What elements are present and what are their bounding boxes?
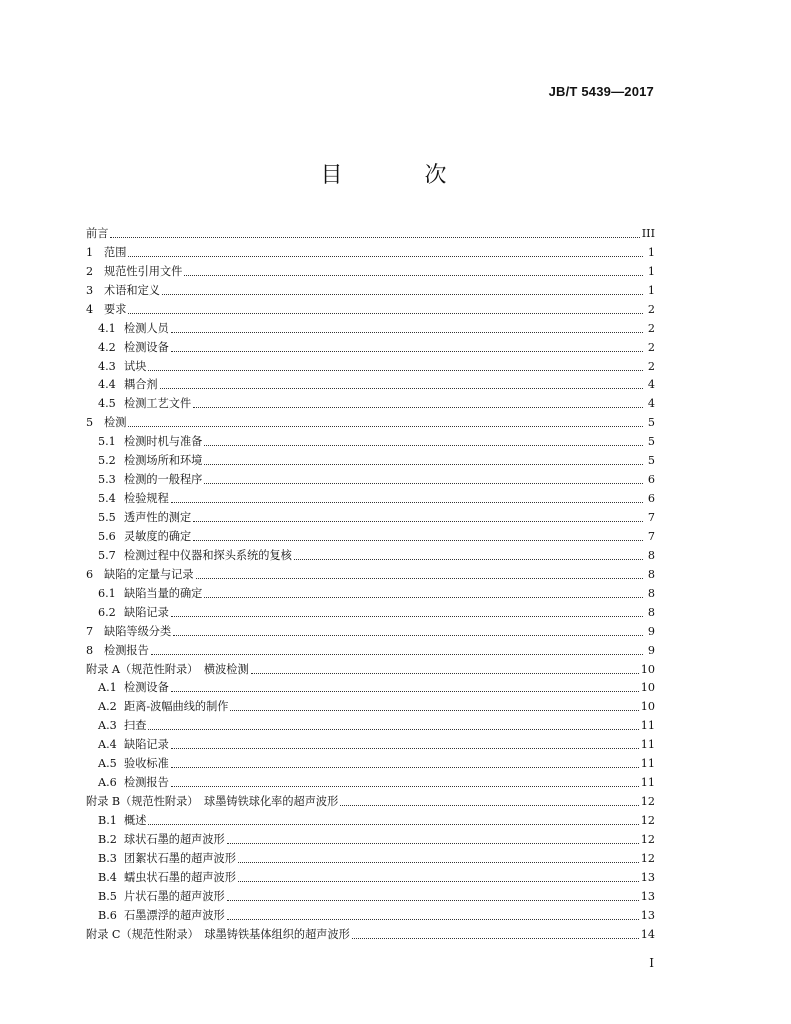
toc-entry-number: 8 [86, 643, 94, 657]
toc-entry-page: 8 [647, 586, 655, 600]
toc-entry-page: 13 [640, 889, 655, 903]
toc-entry-label: 检测 [104, 416, 127, 430]
toc-entry-label: 扫查 [124, 719, 147, 733]
toc-entry[interactable] [86, 336, 655, 355]
toc-entry-number: B.5 [98, 889, 117, 903]
toc-dot-leader [128, 312, 643, 314]
toc-entry-page: 12 [640, 814, 655, 827]
toc-entry-label: 检测的一般程序 [124, 473, 203, 487]
toc-dot-leader [294, 558, 643, 560]
toc-entry-number: 5.1 [98, 435, 116, 449]
toc-entry-label: 耦合剂 [124, 378, 158, 392]
toc-entry-page: 13 [640, 870, 655, 884]
toc-entry-label: 术语和定义 [104, 283, 160, 297]
toc-entry-label: 检测过程中仪器和探头系统的复核 [124, 548, 292, 562]
toc-entry-page: 12 [640, 851, 655, 865]
toc-dot-leader [204, 482, 643, 484]
toc-entry-label: 前言 [86, 226, 109, 240]
toc-dot-leader [171, 331, 643, 333]
toc-entry-label: 检测时机与准备 [124, 435, 203, 449]
toc-entry-number: 5.7 [98, 548, 116, 562]
toc-entry-label: 缺陷等级分类 [104, 624, 172, 638]
toc-entry-number: 5.2 [98, 454, 116, 468]
toc-entry-label: 检验规程 [124, 492, 169, 506]
toc-entry-label: 缺陷记录 [124, 738, 169, 752]
toc-entry-number: A.4 [98, 738, 117, 752]
toc-dot-leader [238, 861, 639, 863]
toc-entry[interactable] [86, 809, 655, 828]
toc-entry-number: 6.2 [98, 605, 116, 619]
toc-entry-page: 1 [647, 283, 655, 297]
page-number: I [649, 956, 654, 970]
toc-entry[interactable] [86, 639, 655, 658]
toc-entry-page: 5 [647, 435, 655, 449]
toc-entry[interactable] [86, 695, 655, 714]
toc-entry-number: B.6 [98, 908, 117, 922]
toc-entry-label: 透声性的测定 [124, 511, 192, 524]
toc-dot-leader [148, 369, 643, 371]
toc-entry-label: 规范性引用文件 [104, 264, 183, 278]
toc-entry-label: 团絮状石墨的超声波形 [124, 851, 236, 865]
toc-entry[interactable] [86, 904, 655, 923]
toc-entry[interactable] [86, 828, 655, 847]
toc-entry-page: 4 [647, 378, 655, 392]
toc-entry-page: 2 [647, 321, 655, 335]
toc-entry-page: 4 [647, 397, 655, 411]
toc-entry-label: 检测设备 [124, 681, 169, 695]
toc-entry-number: 6 [86, 567, 94, 581]
toc-entry-page: 14 [640, 927, 655, 941]
toc-entry-label: 距离-波幅曲线的制作 [124, 700, 229, 714]
toc-entry[interactable] [86, 582, 655, 601]
toc-entry[interactable] [86, 449, 655, 468]
toc-dot-leader [230, 709, 638, 711]
toc-entry-label: 检测场所和环境 [124, 454, 203, 468]
toc-entry[interactable] [86, 411, 655, 430]
toc-entry-page: 10 [640, 662, 655, 676]
toc-entry-label: 验收标准 [124, 757, 169, 771]
toc-entry-label: 范围 [104, 245, 127, 259]
toc-entry-page: 5 [647, 416, 655, 430]
toc-dot-leader [171, 501, 643, 503]
toc-entry[interactable] [86, 677, 655, 696]
toc-dot-leader [238, 880, 639, 882]
toc-entry[interactable] [86, 601, 655, 620]
toc-entry[interactable] [86, 658, 655, 677]
toc-entry-number: 5.3 [98, 473, 116, 487]
toc-dot-leader [204, 596, 643, 598]
toc-entry-page: 7 [647, 529, 655, 543]
toc-entry-number: 2 [86, 264, 94, 278]
toc-dot-leader [340, 804, 638, 806]
toc-entry-page: 2 [647, 302, 655, 316]
toc-dot-leader [352, 937, 639, 939]
toc-entry-number: 5.5 [98, 511, 116, 524]
toc-dot-leader [128, 255, 643, 257]
toc-entry-number: B.2 [98, 832, 117, 846]
toc-entry-page: 7 [647, 511, 655, 524]
toc-entry[interactable] [86, 317, 655, 336]
toc-entry[interactable] [86, 487, 655, 506]
toc-entry[interactable] [86, 430, 655, 449]
toc-entry-page: 11 [640, 757, 655, 771]
toc-entry-page: 11 [640, 738, 655, 752]
toc-entry-number: A.5 [98, 757, 117, 771]
toc-entry[interactable] [86, 468, 655, 487]
toc-entry-number: A.6 [98, 776, 117, 790]
toc-entry-page: 9 [647, 643, 655, 657]
toc-entry-page: 13 [640, 908, 655, 922]
toc-dot-leader [128, 425, 643, 427]
toc-entry-page: III [641, 226, 655, 240]
toc-entry[interactable] [86, 620, 655, 639]
toc-entry-label: 概述 [124, 814, 147, 827]
toc-entry-number: B.4 [98, 870, 117, 884]
toc-dot-leader [193, 539, 643, 541]
toc-dot-leader [171, 766, 639, 768]
toc-dot-leader [204, 463, 643, 465]
toc-entry[interactable] [86, 885, 655, 904]
toc-entry-page: 1 [647, 245, 655, 259]
toc-entry-page: 2 [647, 340, 655, 354]
toc-dot-leader [171, 785, 639, 787]
toc-entry-page: 12 [640, 832, 655, 846]
toc-entry[interactable] [86, 374, 655, 393]
toc-entry[interactable] [86, 222, 655, 241]
toc-dot-leader [148, 823, 638, 825]
toc-entry[interactable] [86, 752, 655, 771]
table-of-contents [86, 222, 655, 942]
toc-entry-label: （规范性附录） 球墨铸铁基体组织的超声波形 [120, 927, 350, 941]
toc-entry-page: 12 [640, 795, 655, 809]
toc-entry-page: 11 [640, 776, 655, 790]
toc-entry[interactable] [86, 866, 655, 885]
toc-entry-page: 8 [647, 605, 655, 619]
toc-dot-leader [196, 577, 643, 579]
toc-entry-label: 灵敏度的确定 [124, 529, 192, 543]
toc-dot-leader [110, 236, 639, 238]
toc-entry[interactable] [86, 298, 655, 317]
toc-entry-number: 3 [86, 283, 94, 297]
toc-entry-number: A.2 [98, 700, 117, 714]
toc-entry[interactable] [86, 544, 655, 563]
toc-entry[interactable] [86, 847, 655, 866]
toc-dot-leader [173, 634, 643, 636]
toc-entry-label: 缺陷的定量与记录 [104, 567, 194, 581]
toc-dot-leader [171, 747, 639, 749]
toc-dot-leader [227, 899, 639, 901]
toc-entry-label: 检测报告 [104, 643, 149, 657]
toc-entry-label: 球状石墨的超声波形 [124, 832, 225, 846]
toc-entry-number: 4.1 [98, 321, 116, 335]
toc-entry-page: 6 [647, 473, 655, 487]
toc-entry-number: A.3 [98, 719, 117, 733]
toc-entry[interactable] [86, 714, 655, 733]
toc-entry-number: 5 [86, 416, 94, 430]
standard-code: JB/T 5439—2017 [548, 84, 654, 99]
toc-entry-label: 石墨漂浮的超声波形 [124, 908, 225, 922]
toc-entry[interactable] [86, 733, 655, 752]
toc-entry-label: 检测设备 [124, 340, 169, 354]
toc-entry[interactable] [86, 279, 655, 298]
toc-entry-label: 缺陷记录 [124, 605, 169, 619]
toc-entry[interactable] [86, 563, 655, 582]
toc-dot-leader [204, 444, 643, 446]
toc-entry-label: 蠕虫状石墨的超声波形 [124, 870, 236, 884]
toc-entry-label: 要求 [104, 302, 127, 316]
toc-entry-number: 附录 B [86, 795, 121, 809]
toc-entry-number: 1 [86, 245, 94, 259]
toc-entry-label: 片状石墨的超声波形 [124, 889, 225, 903]
toc-entry-label: 检测人员 [124, 321, 169, 335]
toc-dot-leader [193, 406, 643, 408]
toc-entry-page: 8 [647, 567, 655, 581]
toc-dot-leader [148, 728, 638, 730]
toc-entry-number: 5.4 [98, 492, 116, 506]
toc-entry-page: 5 [647, 454, 655, 468]
toc-entry-label: 检测工艺文件 [124, 397, 192, 411]
toc-dot-leader [171, 690, 639, 692]
toc-entry-label: （规范性附录） 横波检测 [120, 662, 249, 676]
toc-entry[interactable] [86, 260, 655, 279]
toc-entry-page: 2 [647, 359, 655, 373]
toc-dot-leader [184, 274, 643, 276]
toc-dot-leader [162, 293, 643, 295]
toc-entry[interactable] [86, 790, 655, 809]
toc-dot-leader [227, 918, 639, 920]
toc-dot-leader [251, 672, 639, 674]
toc-entry-page: 1 [647, 264, 655, 278]
toc-entry-label: 检测报告 [124, 776, 169, 790]
toc-entry-page: 11 [640, 719, 655, 733]
toc-dot-leader [160, 387, 643, 389]
toc-dot-leader [193, 520, 643, 522]
toc-entry-number: 4.3 [98, 359, 116, 373]
toc-entry[interactable] [86, 525, 655, 544]
toc-dot-leader [171, 350, 643, 352]
toc-entry-number: 4.5 [98, 397, 116, 411]
toc-entry-number: 5.6 [98, 529, 116, 543]
toc-entry-number: 6.1 [98, 586, 116, 600]
toc-entry-number: 4.4 [98, 378, 116, 392]
toc-entry-number: 附录 A [86, 662, 121, 676]
toc-dot-leader [171, 615, 643, 617]
toc-entry[interactable] [86, 241, 655, 260]
toc-entry-number: 附录 C [86, 927, 121, 941]
toc-entry-label: 试块 [124, 359, 147, 373]
toc-entry-page: 9 [647, 624, 655, 638]
toc-entry-number: A.1 [98, 681, 117, 695]
toc-entry[interactable] [86, 506, 655, 525]
toc-entry-number: B.3 [98, 851, 117, 865]
toc-entry[interactable] [86, 355, 655, 374]
toc-dot-leader [151, 653, 643, 655]
toc-entry-label: 缺陷当量的确定 [124, 586, 203, 600]
toc-entry-number: 7 [86, 624, 94, 638]
toc-entry[interactable] [86, 392, 655, 411]
toc-entry-number: B.1 [98, 814, 117, 827]
page-title: 目 次 [320, 163, 477, 188]
toc-entry-number: 4 [86, 302, 94, 316]
toc-entry-page: 10 [640, 681, 655, 695]
toc-entry-number: 4.2 [98, 340, 116, 354]
toc-entry-page: 6 [647, 492, 655, 506]
toc-entry[interactable] [86, 771, 655, 790]
toc-entry[interactable] [86, 923, 655, 942]
toc-entry-page: 8 [647, 548, 655, 562]
toc-entry-page: 10 [640, 700, 655, 714]
toc-entry-label: （规范性附录） 球墨铸铁球化率的超声波形 [120, 795, 339, 809]
toc-dot-leader [227, 842, 639, 844]
